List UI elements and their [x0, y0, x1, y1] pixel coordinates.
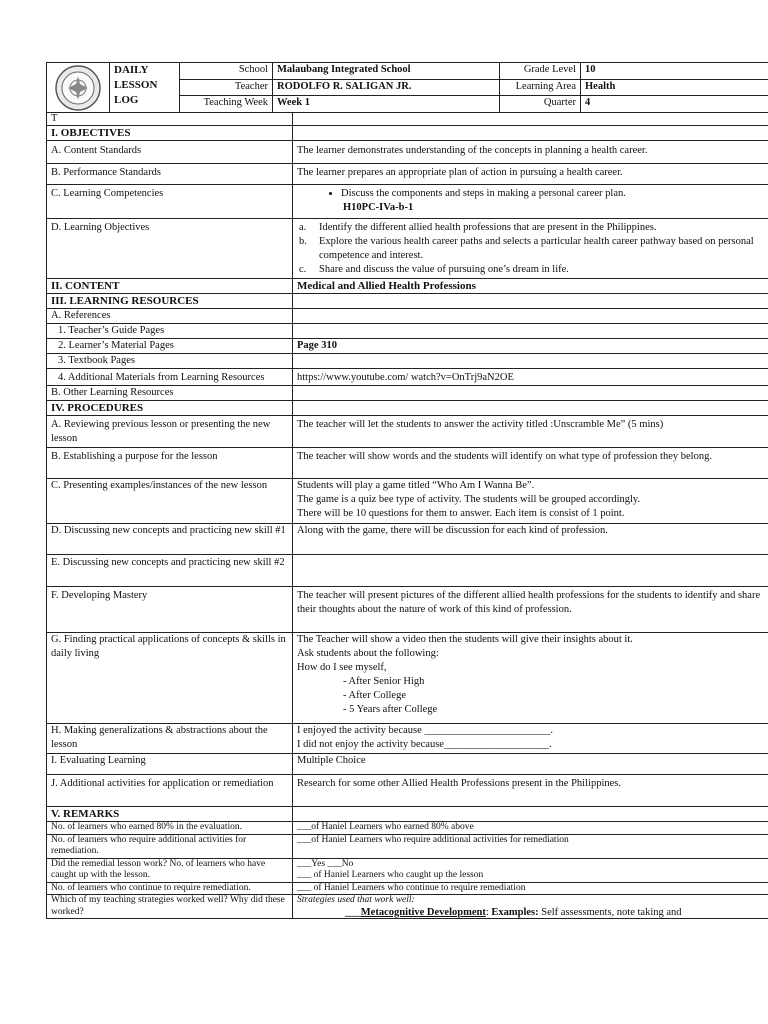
- procedures-heading: IV. PROCEDURES: [47, 401, 293, 416]
- strategies-heading: Strategies used that work well:: [297, 895, 415, 905]
- lesson-table: [46, 112, 768, 919]
- header-stub-blank: [293, 113, 768, 126]
- dll-title-line-3: LOG: [114, 94, 139, 106]
- procedure-f-label: F. Developing Mastery: [47, 587, 293, 633]
- daily-lesson-log: [46, 62, 768, 919]
- dll-title: [110, 63, 180, 113]
- learning-objectives-label: D. Learning Objectives: [47, 219, 293, 279]
- deped-seal-icon: [52, 64, 104, 112]
- procedure-b-value: The teacher will show words and the students will identify on what type of profession they belong.: [293, 448, 768, 479]
- procedure-e-label: E. Discussing new concepts and practicing new skill #2: [47, 555, 293, 587]
- objectives-heading: I. OBJECTIVES: [47, 126, 293, 141]
- procedure-b-label: B. Establishing a purpose for the lesson: [47, 448, 293, 479]
- references-label: A. References: [47, 309, 293, 324]
- week-label: Teaching Week: [180, 96, 273, 113]
- competency-code: H10PC-IVa-b-1: [343, 202, 414, 213]
- procedure-d-value: Along with the game, there will be discussion for each kind of profession.: [293, 524, 768, 555]
- procedure-j-value: Research for some other Allied Health Professions present in the Philippines.: [293, 775, 768, 807]
- remarks-label-1: No. of learners who earned 80% in the evaluation.: [47, 822, 293, 835]
- performance-standards-value: The learner prepares an appropriate plan of action in pursuing a health career.: [293, 164, 768, 185]
- area-label: Learning Area: [500, 79, 581, 96]
- resources-heading: III. LEARNING RESOURCES: [47, 294, 293, 309]
- procedure-d-label: D. Discussing new concepts and practicing new skill #1: [47, 524, 293, 555]
- additional-materials-label: 4. Additional Materials from Learning Resources: [47, 369, 293, 386]
- procedure-a-value: The teacher will let the students to answer the activity titled :Unscramble Me” (5 mins): [293, 416, 768, 448]
- procedure-g-cell: The Teacher will show a video then the students will give their insights about it. Ask students about the following: How do I see myself, - After Senior High - After College - 5 Years after College: [293, 633, 768, 724]
- dll-title-line-1: DAILY: [114, 64, 149, 76]
- other-resources-label: B. Other Learning Resources: [47, 386, 293, 401]
- objective-item: c. Share and discuss the value of pursuing one’s dream in life.: [299, 264, 569, 275]
- grade-value: 10: [581, 63, 768, 80]
- competency-text: • Discuss the components and steps in making a personal career plan.: [341, 187, 768, 201]
- header-stub: T: [47, 113, 293, 126]
- remarks-label-4: No. of learners who continue to require remediation.: [47, 882, 293, 895]
- remarks-label-2: No. of learners who require additional activities for remediation.: [47, 834, 293, 858]
- dll-title-line-2: LESSON: [114, 79, 158, 91]
- learning-objectives-cell: [293, 219, 768, 279]
- procedure-f-value: The teacher will present pictures of the different allied health professions for the students to identify and share their thoughts about the nature of work of this kind of profession.: [293, 587, 768, 633]
- grade-label: Grade Level: [500, 63, 581, 80]
- procedure-h-label: H. Making generalizations & abstractions about the lesson: [47, 724, 293, 754]
- procedure-c-label: C. Presenting examples/instances of the new lesson: [47, 479, 293, 524]
- learning-competencies-label: C. Learning Competencies: [47, 185, 293, 219]
- procedure-j-label: J. Additional activities for application or remediation: [47, 775, 293, 807]
- textbook-pages-label: 3. Textbook Pages: [47, 354, 293, 369]
- remarks-value-2: ___of Haniel Learners who require additional activities for remediation: [293, 834, 768, 858]
- objective-item: a. Identify the different allied health professions that are present in the Philippines.: [299, 222, 657, 233]
- procedure-i-value: Multiple Choice: [293, 754, 768, 775]
- performance-standards-label: B. Performance Standards: [47, 164, 293, 185]
- area-value: Health: [581, 79, 768, 96]
- quarter-value: 4: [581, 96, 768, 113]
- learners-material-value: Page 310: [293, 339, 768, 354]
- learners-material-label: 2. Learner’s Material Pages: [47, 339, 293, 354]
- remarks-heading: V. REMARKS: [47, 807, 293, 822]
- strategies-label: Which of my teaching strategies worked well? Why did these worked?: [47, 895, 293, 919]
- quarter-label: Quarter: [500, 96, 581, 113]
- header-table: [46, 62, 768, 113]
- procedure-h-cell: I enjoyed the activity because ________________________. I did not enjoy the activity because____________________.: [293, 724, 768, 754]
- teacher-label: Teacher: [180, 79, 273, 96]
- additional-materials-link[interactable]: https://www.youtube.com/ watch?v=OnTrj9aN2OE: [293, 369, 768, 386]
- objective-item: b. Explore the various health career paths and selects a particular health career pathway based on personal competence and interest.: [299, 236, 754, 261]
- content-heading: II. CONTENT: [47, 279, 293, 294]
- learning-competencies-cell: [293, 185, 768, 219]
- procedure-c-cell: Students will play a game titled “Who Am I Wanna Be”. The game is a quiz bee type of activity. The students will be grouped accordingly. There will be 10 questions for them to answer. Each item is consist of 1 point.: [293, 479, 768, 524]
- content-standards-label: A. Content Standards: [47, 141, 293, 164]
- remarks-value-3: ___Yes ___No ___ of Haniel Learners who caught up the lesson: [293, 858, 768, 882]
- deped-seal: [47, 63, 110, 113]
- school-value: Malaubang Integrated School: [273, 63, 500, 80]
- content-value: Medical and Allied Health Professions: [293, 279, 768, 294]
- content-standards-value: The learner demonstrates understanding of the concepts in planning a health career.: [293, 141, 768, 164]
- teachers-guide-label: 1. Teacher’s Guide Pages: [47, 324, 293, 339]
- remarks-label-3: Did the remedial lesson work? No. of learners who have caught up with the lesson.: [47, 858, 293, 882]
- procedure-i-label: I. Evaluating Learning: [47, 754, 293, 775]
- school-label: School: [180, 63, 273, 80]
- remarks-value-4: ___ of Haniel Learners who continue to require remediation: [293, 882, 768, 895]
- remarks-value-1: ___of Haniel Learners who earned 80% above: [293, 822, 768, 835]
- week-value: Week 1: [273, 96, 500, 113]
- teacher-value: RODOLFO R. SALIGAN JR.: [273, 79, 500, 96]
- procedure-g-label: G. Finding practical applications of concepts & skills in daily living: [47, 633, 293, 724]
- strategies-cell: [293, 895, 768, 919]
- procedure-a-label: A. Reviewing previous lesson or presenting the new lesson: [47, 416, 293, 448]
- strategies-line: ___Metacognitive Development: Examples: Self assessments, note taking and: [345, 906, 682, 918]
